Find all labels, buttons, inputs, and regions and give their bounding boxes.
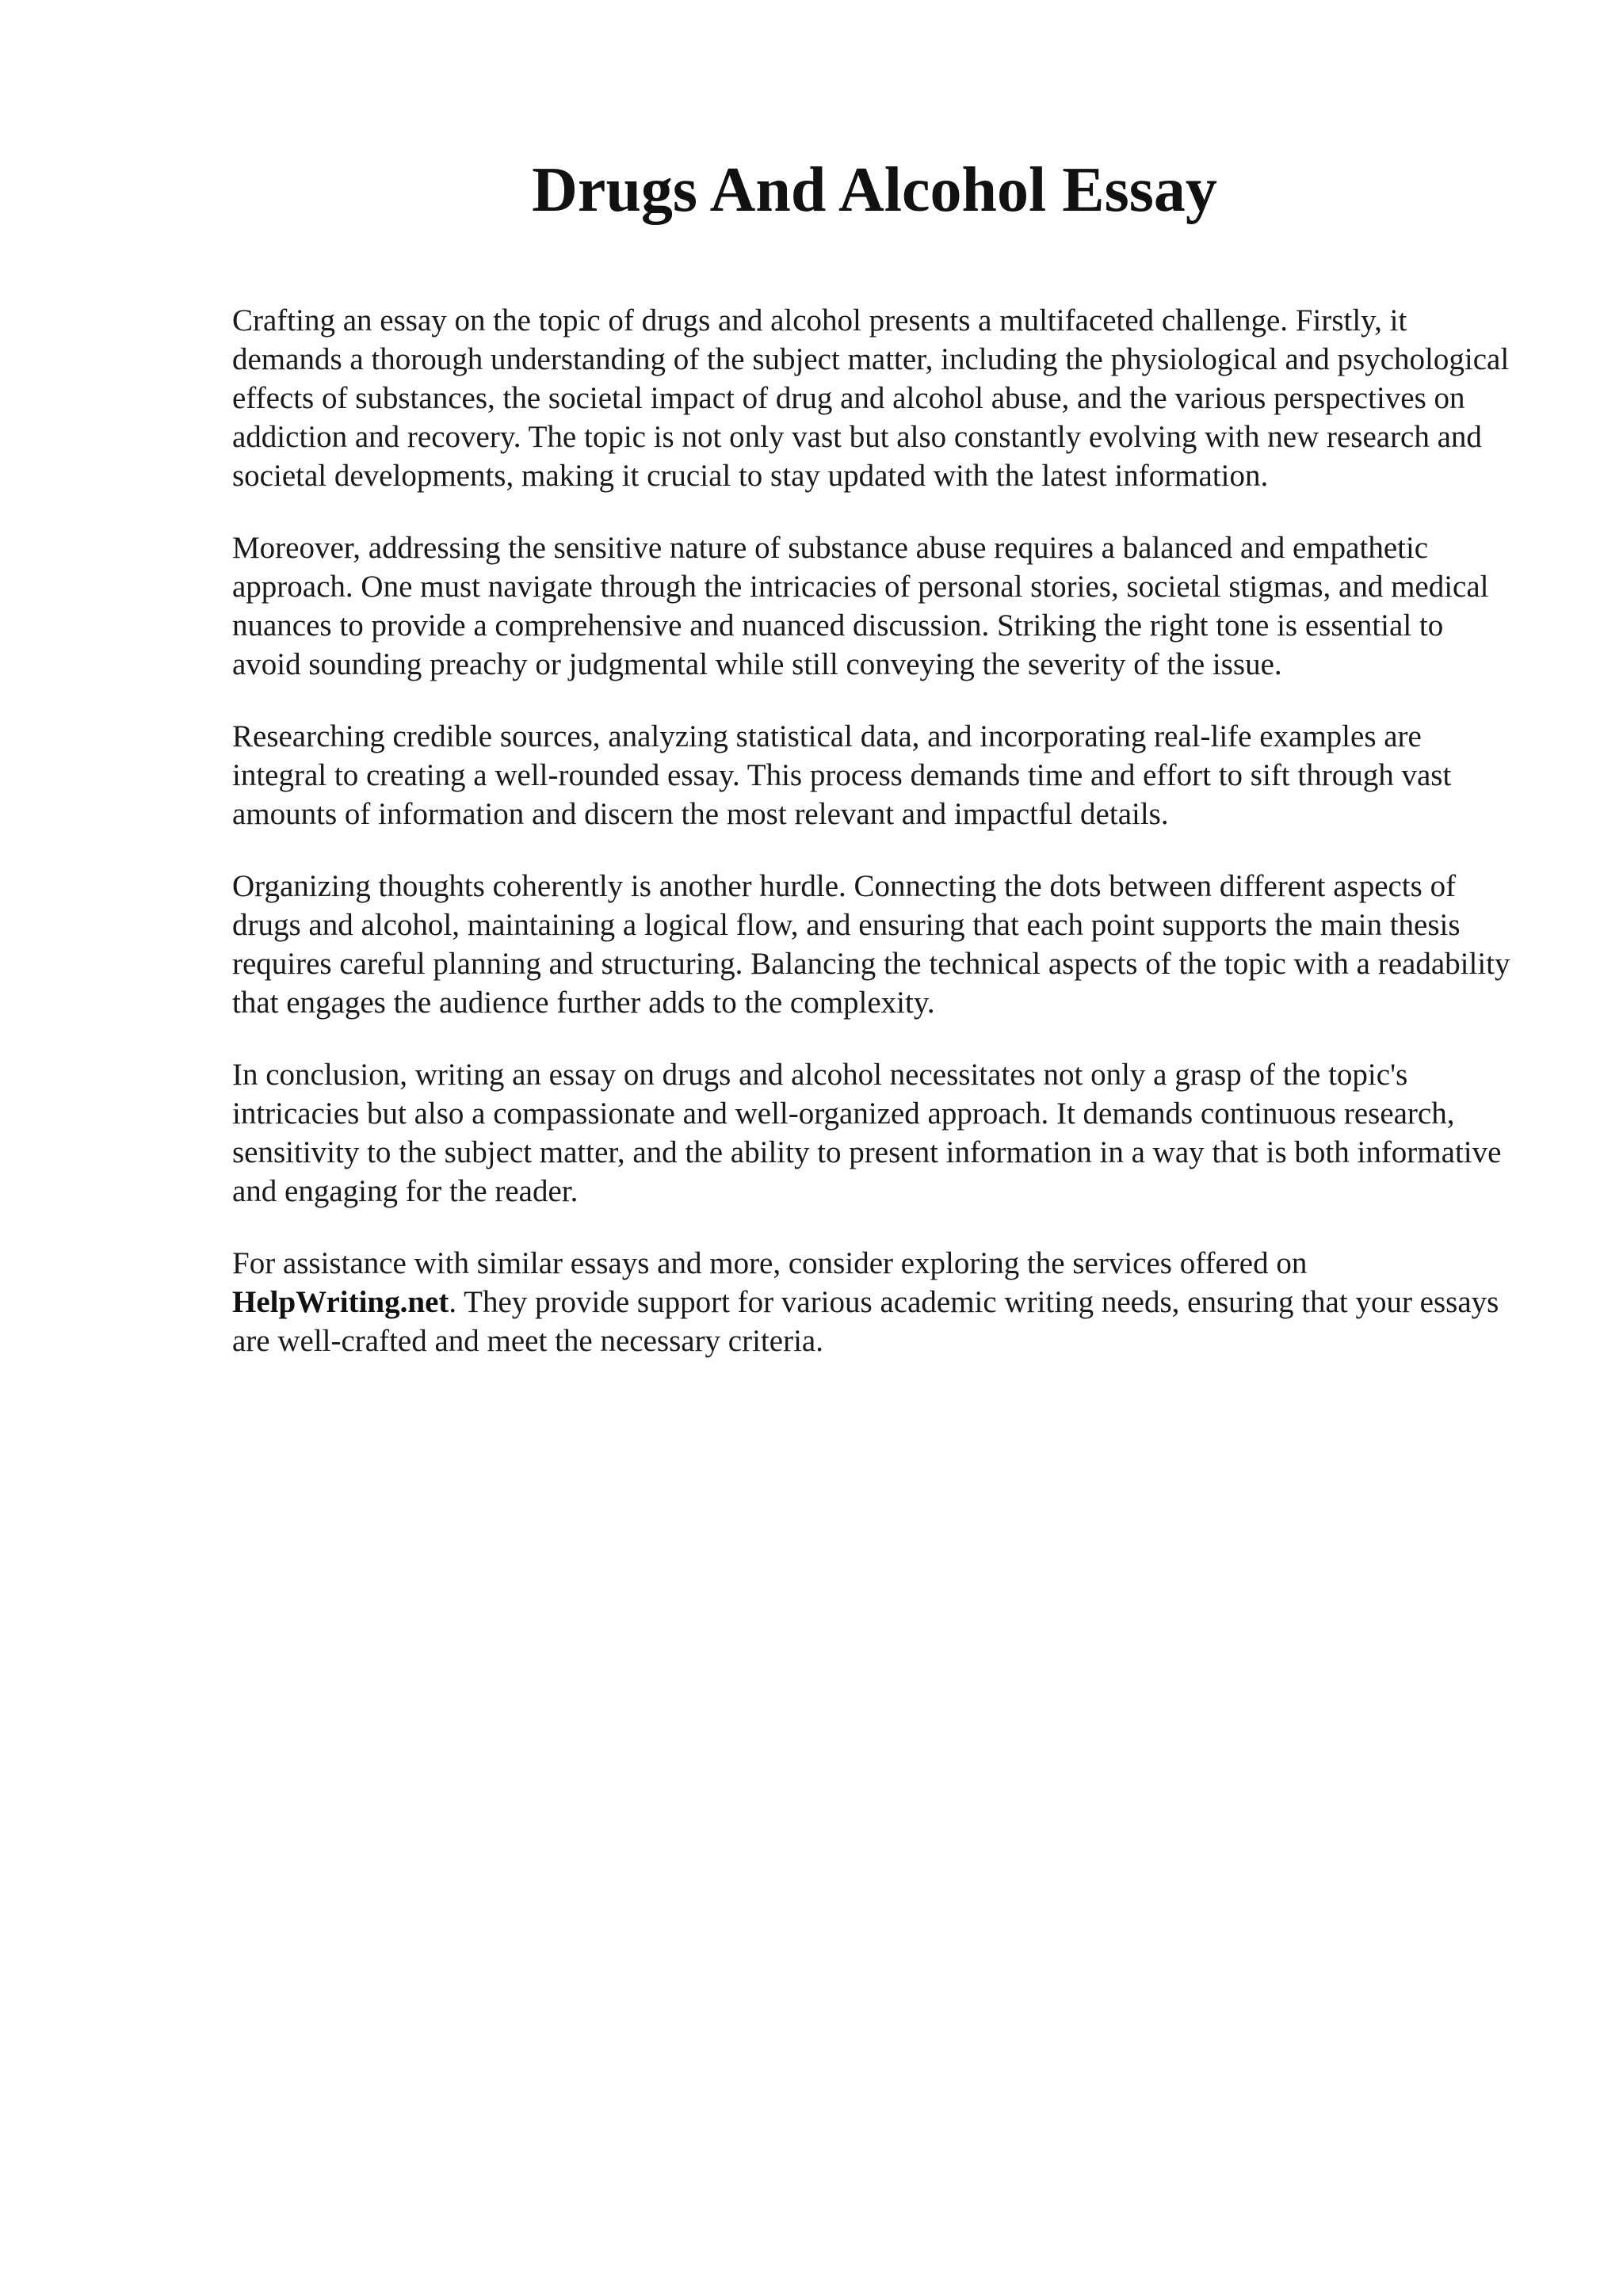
closing-text-after: . They provide support for various academic writing needs, ensuring that your essays are well-crafted and meet the necessary criteria.: [232, 1285, 1499, 1358]
paragraph-1: Crafting an essay on the topic of drugs and alcohol presents a multifaceted challenge. Firstly, it demands a thorough understanding of the subject matter, including the physiological and psychological effects of substances, the societal impact of drug and alcohol abuse, and the various perspectives on addiction and recovery. The topic is not only vast but also constantly evolving with new research and societal developments, making it crucial to stay updated with the latest information.: [232, 303, 1510, 493]
paragraph-4: Organizing thoughts coherently is another hurdle. Connecting the dots between different aspects of drugs and alcohol, maintaining a logical flow, and ensuring that each point supports the main thesis requires careful planning and structuring. Balancing the technical aspects of the topic with a readability that engages the audience further adds to the complexity.: [232, 869, 1510, 1020]
paragraph-2: Moreover, addressing the sensitive nature of substance abuse requires a balanced and empathetic approach. One must navigate through the intricacies of personal stories, societal stigmas, and medical nuances to provide a comprehensive and nuanced discussion. Striking the right tone is essential to avoid sounding preachy or judgmental while still conveying the severity of the issue.: [232, 531, 1489, 681]
closing-paragraph: [232, 1244, 1516, 1360]
paragraph-5: In conclusion, writing an essay on drugs and alcohol necessitates not only a grasp of the topic's intricacies but also a compassionate and well-organized approach. It demands continuous research, sensitivity to the subject matter, and the ability to present information in a way that is both informative and engaging for the reader.: [232, 1058, 1502, 1208]
paragraph-3: Researching credible sources, analyzing statistical data, and incorporating real-life examples are integral to creating a well-rounded essay. This process demands time and effort to sift through vast amounts of information and discern the most relevant and impactful details.: [232, 719, 1452, 831]
closing-text-before: For assistance with similar essays and more, consider exploring the services offered on: [232, 1246, 1308, 1280]
page-title: Drugs And Alcohol Essay: [532, 155, 1217, 225]
brand-name: HelpWriting.net: [232, 1285, 449, 1319]
essay-body: [232, 301, 1516, 1394]
